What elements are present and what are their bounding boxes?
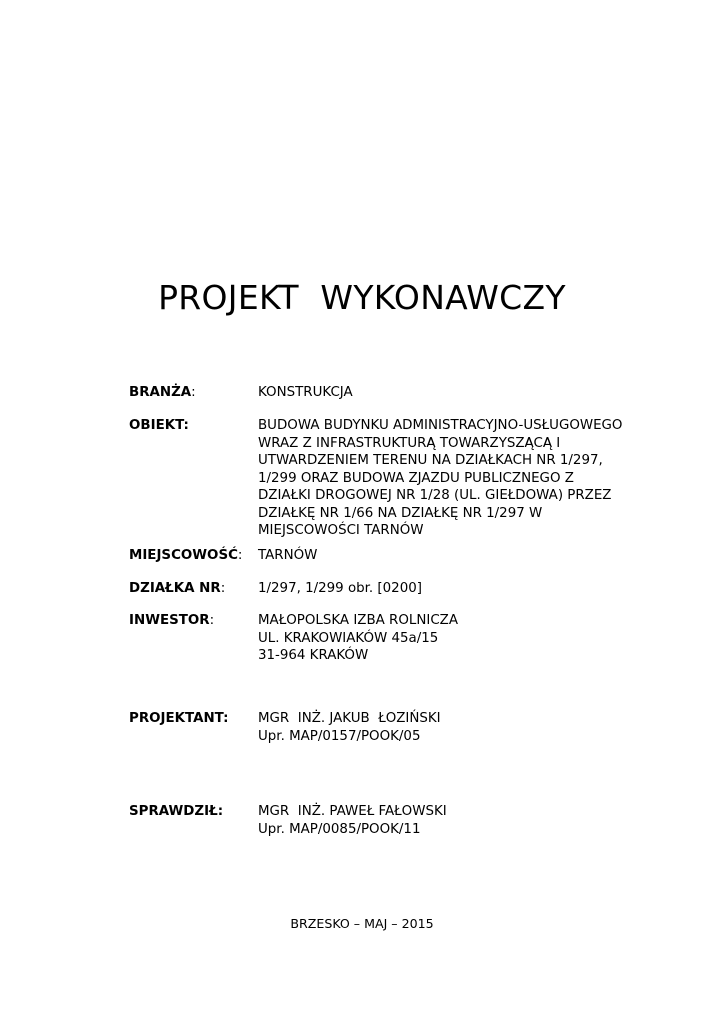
- value-line: DZIAŁKI DROGOWEJ NR 1/28 (UL. GIEŁDOWA) PRZEZ: [258, 488, 612, 503]
- value-line: Upr. MAP/0157/POOK/05: [258, 728, 421, 744]
- field-value: [258, 612, 648, 665]
- field-label: INWESTOR:: [129, 613, 215, 628]
- field-value: TARNÓW: [258, 548, 318, 563]
- value-line: MIEJSCOWOŚCI TARNÓW: [258, 523, 424, 538]
- field-value: [258, 580, 648, 598]
- field-value: [258, 384, 648, 402]
- field-value: [258, 803, 648, 838]
- value-line: MGR INŻ. PAWEŁ FAŁOWSKI: [258, 804, 447, 819]
- value-line: MAŁOPOLSKA IZBA ROLNICZA: [258, 613, 458, 628]
- field-label: BRANŻA:: [129, 385, 196, 400]
- field-label: SPRAWDZIŁ:: [129, 804, 224, 819]
- field-value: [258, 417, 648, 540]
- field-label: OBIEKT:: [129, 418, 189, 433]
- document-footer: BRZESKO – MAJ – 2015: [290, 916, 434, 931]
- value-line: UL. KRAKOWIAKÓW 45a/15: [258, 630, 439, 646]
- value-line: 1/297, 1/299 obr. [0200]: [258, 581, 422, 596]
- field-value: [258, 710, 648, 745]
- field-label: MIEJSCOWOŚĆ:: [129, 548, 243, 563]
- value-line: 31-964 KRAKÓW: [258, 648, 369, 663]
- value-line: BUDOWA BUDYNKU ADMINISTRACYJNO-USŁUGOWEGO: [258, 418, 623, 433]
- document-title: PROJEKT WYKONAWCZY: [158, 278, 566, 317]
- field-label: PROJEKTANT:: [129, 711, 229, 726]
- value-line: 1/299 ORAZ BUDOWA ZJAZDU PUBLICZNEGO Z: [258, 470, 574, 486]
- value-line: KONSTRUKCJA: [258, 385, 353, 400]
- value-line: MGR INŻ. JAKUB ŁOZIŃSKI: [258, 711, 441, 726]
- field-label: DZIAŁKA NR:: [129, 581, 226, 596]
- value-line: UTWARDZENIEM TERENU NA DZIAŁKACH NR 1/297,: [258, 453, 603, 468]
- value-line: Upr. MAP/0085/POOK/11: [258, 821, 421, 837]
- value-line: DZIAŁKĘ NR 1/66 NA DZIAŁKĘ NR 1/297 W: [258, 505, 543, 521]
- value-line: WRAZ Z INFRASTRUKTURĄ TOWARZYSZĄCĄ I: [258, 435, 561, 451]
